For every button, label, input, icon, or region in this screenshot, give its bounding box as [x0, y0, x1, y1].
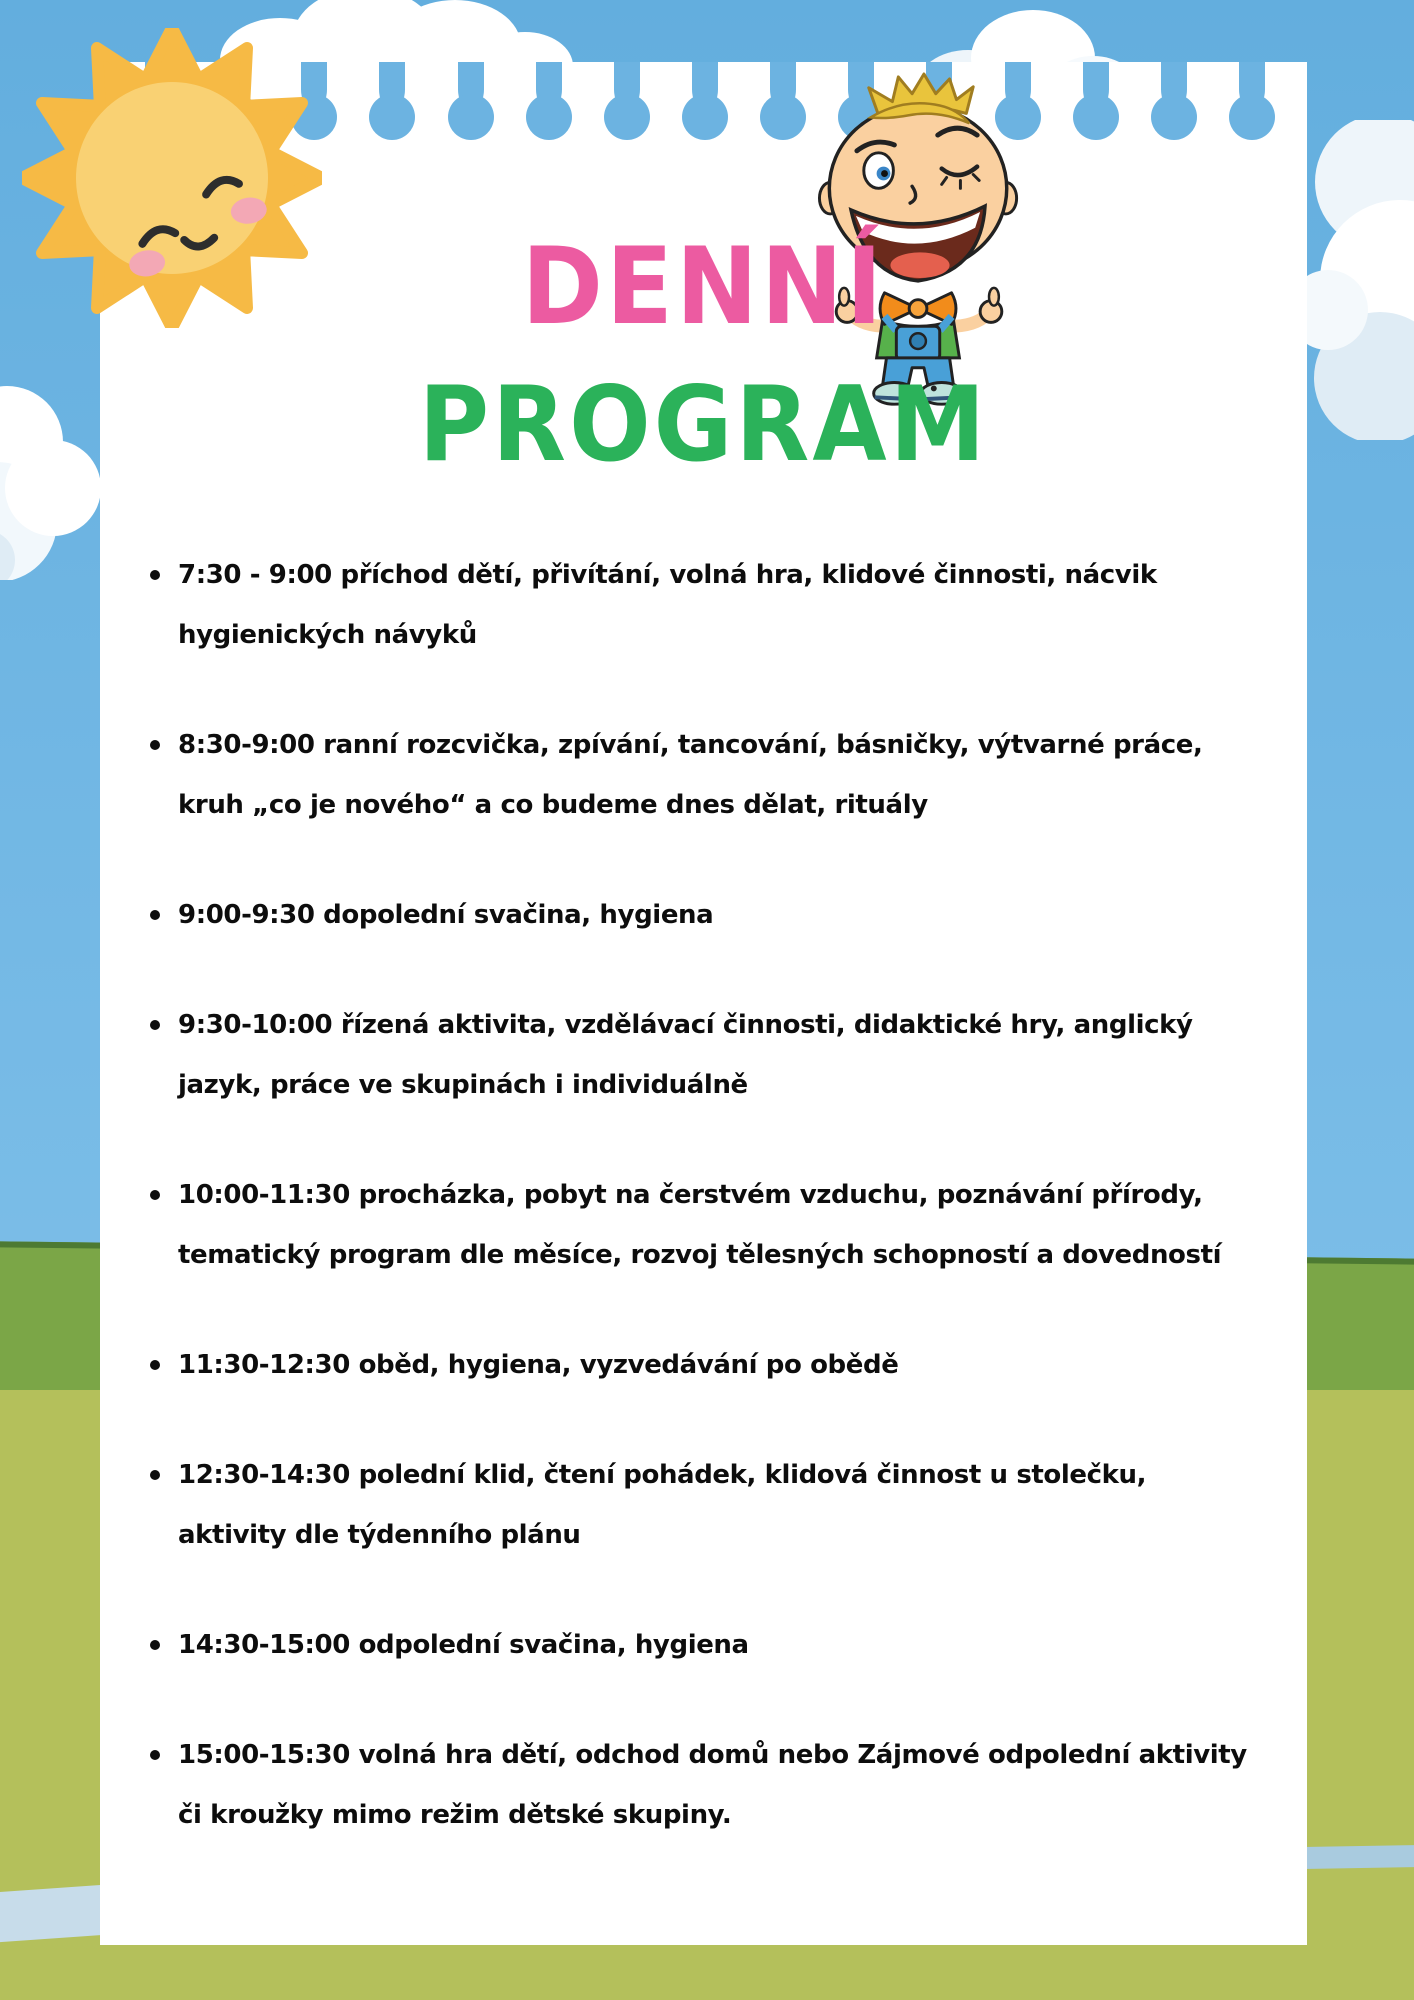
schedule-item-text: 15:00-15:30 volná hra dětí, odchod domů nebo Zájmové odpolední aktivity — [178, 1740, 1247, 1770]
schedule-item — [150, 1445, 1280, 1565]
boy-eye-open — [864, 153, 894, 188]
schedule-item-text: 9:00-9:30 dopolední svačina, hygiena — [178, 900, 714, 930]
bullet-icon — [150, 1020, 160, 1030]
page-title-line2: PROGRAM — [418, 363, 989, 485]
schedule-item-text: či kroužky mimo režim dětské skupiny. — [178, 1800, 732, 1830]
schedule-list — [150, 545, 1280, 1895]
schedule-item-text: 8:30-9:00 ranní rozcvička, zpívání, tancování, básničky, výtvarné práce, — [178, 730, 1203, 760]
stream-right — [1296, 1845, 1414, 1869]
schedule-item — [150, 545, 1280, 665]
schedule-item-text: 12:30-14:30 polední klid, čtení pohádek, klidová činnost u stolečku, — [178, 1460, 1147, 1490]
bullet-icon — [150, 1470, 160, 1480]
schedule-item — [150, 885, 1280, 945]
bullet-icon — [150, 740, 160, 750]
schedule-item-text: aktivity dle týdenního plánu — [178, 1520, 581, 1550]
page-title-line1: DENNÍ — [521, 225, 886, 349]
schedule-item — [150, 1615, 1280, 1675]
bullet-icon — [150, 1360, 160, 1370]
bullet-icon — [150, 570, 160, 580]
schedule-item-text: 9:30-10:00 řízená aktivita, vzdělávací činnosti, didaktické hry, anglický — [178, 1010, 1193, 1040]
schedule-item-text: 10:00-11:30 procházka, pobyt na čerstvém vzduchu, poznávání přírody, — [178, 1180, 1203, 1210]
bullet-icon — [150, 910, 160, 920]
title-block — [100, 225, 1307, 485]
bullet-icon — [150, 1640, 160, 1650]
schedule-item — [150, 715, 1280, 835]
schedule-item-text: 14:30-15:00 odpolední svačina, hygiena — [178, 1630, 749, 1660]
schedule-item-text: tematický program dle měsíce, rozvoj tělesných schopností a dovedností — [178, 1240, 1222, 1270]
schedule-item — [150, 995, 1280, 1115]
schedule-item — [150, 1725, 1280, 1845]
schedule-item-text: kruh „co je nového“ a co budeme dnes dělat, rituály — [178, 790, 928, 820]
schedule-item-text: jazyk, práce ve skupinách i individuálně — [178, 1070, 748, 1100]
cloud-left-edge — [0, 380, 115, 580]
schedule-item-text: 7:30 - 9:00 příchod dětí, přivítání, volná hra, klidové činnosti, nácvik — [178, 560, 1157, 590]
schedule-item-text: hygienických návyků — [178, 620, 477, 650]
schedule-item — [150, 1165, 1280, 1285]
bullet-icon — [150, 1190, 160, 1200]
schedule-item-text: 11:30-12:30 oběd, hygiena, vyzvedávání po obědě — [178, 1350, 899, 1380]
schedule-item — [150, 1335, 1280, 1395]
bullet-icon — [150, 1750, 160, 1760]
